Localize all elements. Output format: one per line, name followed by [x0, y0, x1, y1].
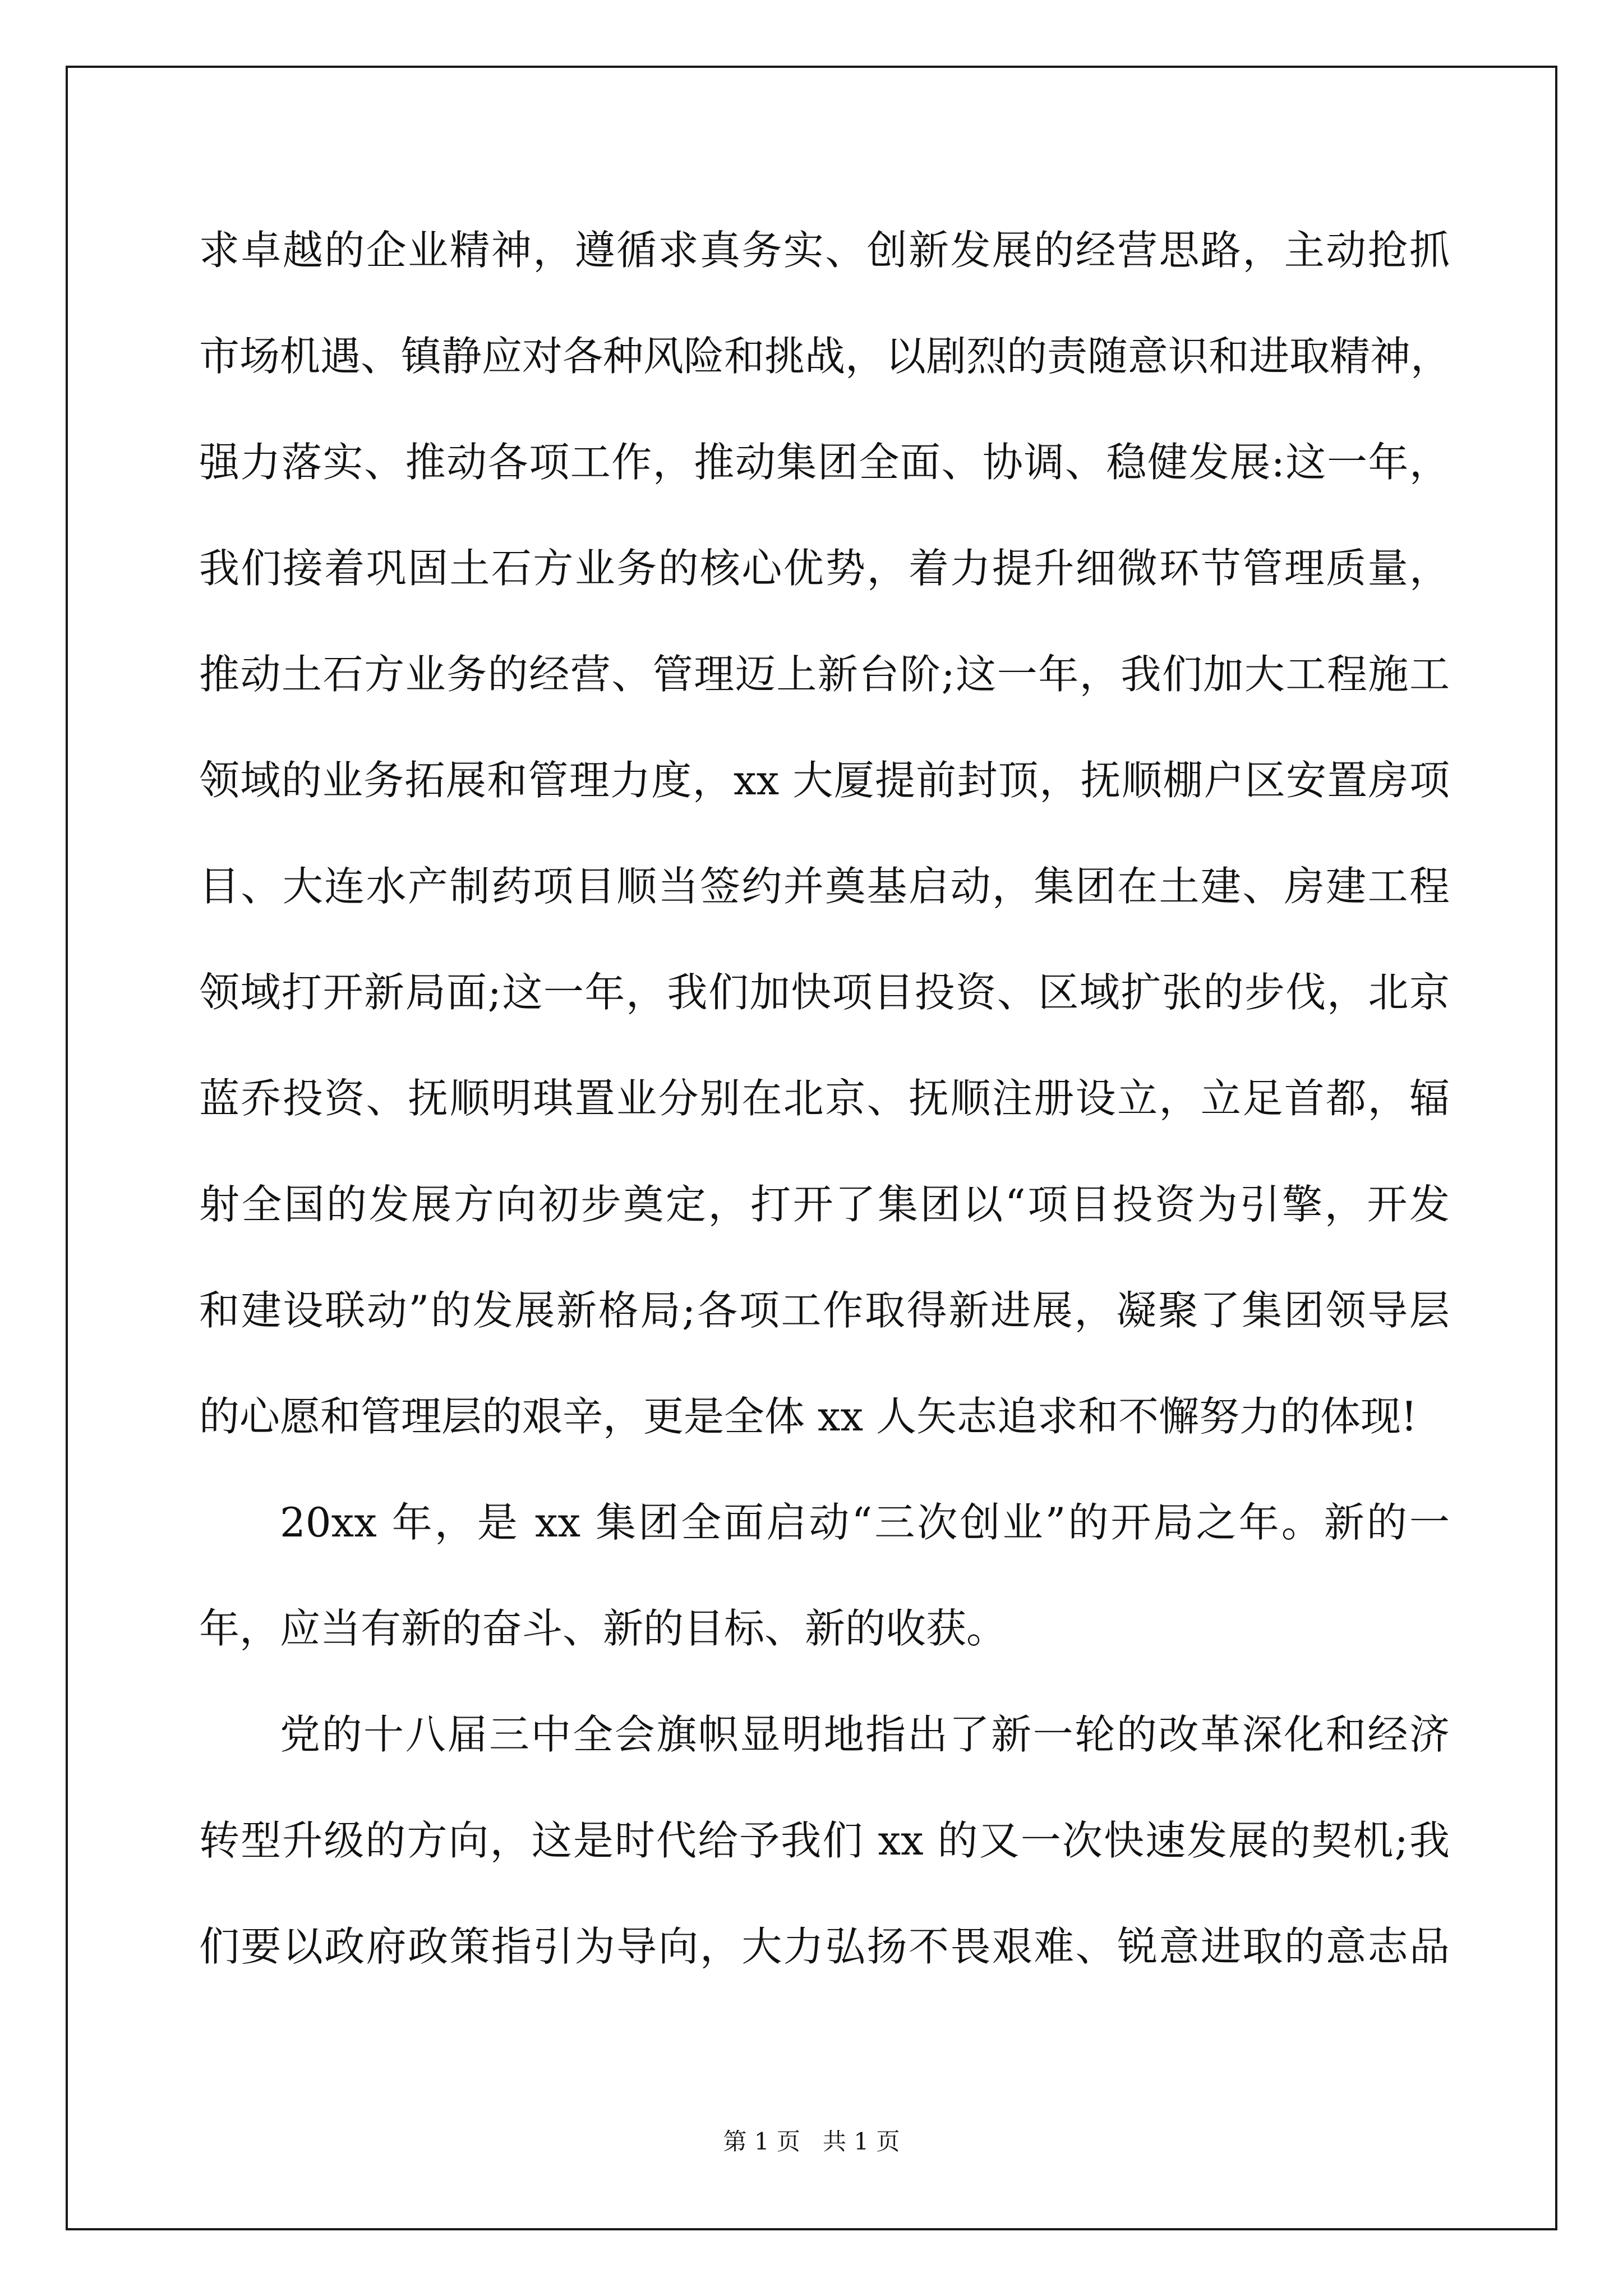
text-line: 强力落实、推动各项工作，推动集团全面、协调、稳健发展:这一年， [199, 439, 1450, 486]
text-line: 20xx 年，是 xx 集团全面启动“三次创业”的开局之年。新的一 [280, 1499, 1450, 1546]
document-body [199, 197, 1450, 2000]
text-line: 党的十八届三中全会旗帜显明地指出了新一轮的改革深化和经济 [280, 1711, 1450, 1758]
text-line: 目、大连水产制药项目顺当签约并奠基启动，集团在土建、房建工程 [199, 863, 1450, 910]
page-footer: 第 1 页 共 1 页 [723, 2128, 900, 2155]
text-line: 领域的业务拓展和管理力度，xx 大厦提前封顶，抚顺棚户区安置房项 [199, 757, 1450, 804]
text-line: 市场机遇、镇静应对各种风险和挑战，以剧烈的责随意识和进取精神， [199, 333, 1451, 380]
text-line: 我们接着巩固土石方业务的核心优势，着力提升细微环节管理质量， [199, 545, 1450, 592]
text-line: 领域打开新局面;这一年，我们加快项目投资、区域扩张的步伐，北京 [199, 969, 1450, 1016]
text-line: 的心愿和管理层的艰辛，更是全体 xx 人矢志追求和不懈努力的体现! [199, 1393, 1417, 1440]
text-line: 们要以政府政策指引为导向，大力弘扬不畏艰难、锐意进取的意志品 [199, 1923, 1450, 1970]
text-line: 和建设联动”的发展新格局;各项工作取得新进展，凝聚了集团领导层 [199, 1287, 1450, 1334]
text-line: 年，应当有新的奋斗、新的目标、新的收获。 [199, 1605, 1007, 1652]
text-line: 射全国的发展方向初步奠定，打开了集团以“项目投资为引擎，开发 [199, 1181, 1450, 1228]
text-line: 蓝乔投资、抚顺明琪置业分别在北京、抚顺注册设立，立足首都，辐 [199, 1075, 1450, 1122]
text-line: 推动土石方业务的经营、管理迈上新台阶;这一年，我们加大工程施工 [199, 651, 1450, 698]
text-line: 求卓越的企业精神，遵循求真务实、创新发展的经营思路，主动抢抓 [199, 227, 1450, 274]
text-line: 转型升级的方向，这是时代给予我们 xx 的又一次快速发展的契机;我 [199, 1817, 1450, 1864]
